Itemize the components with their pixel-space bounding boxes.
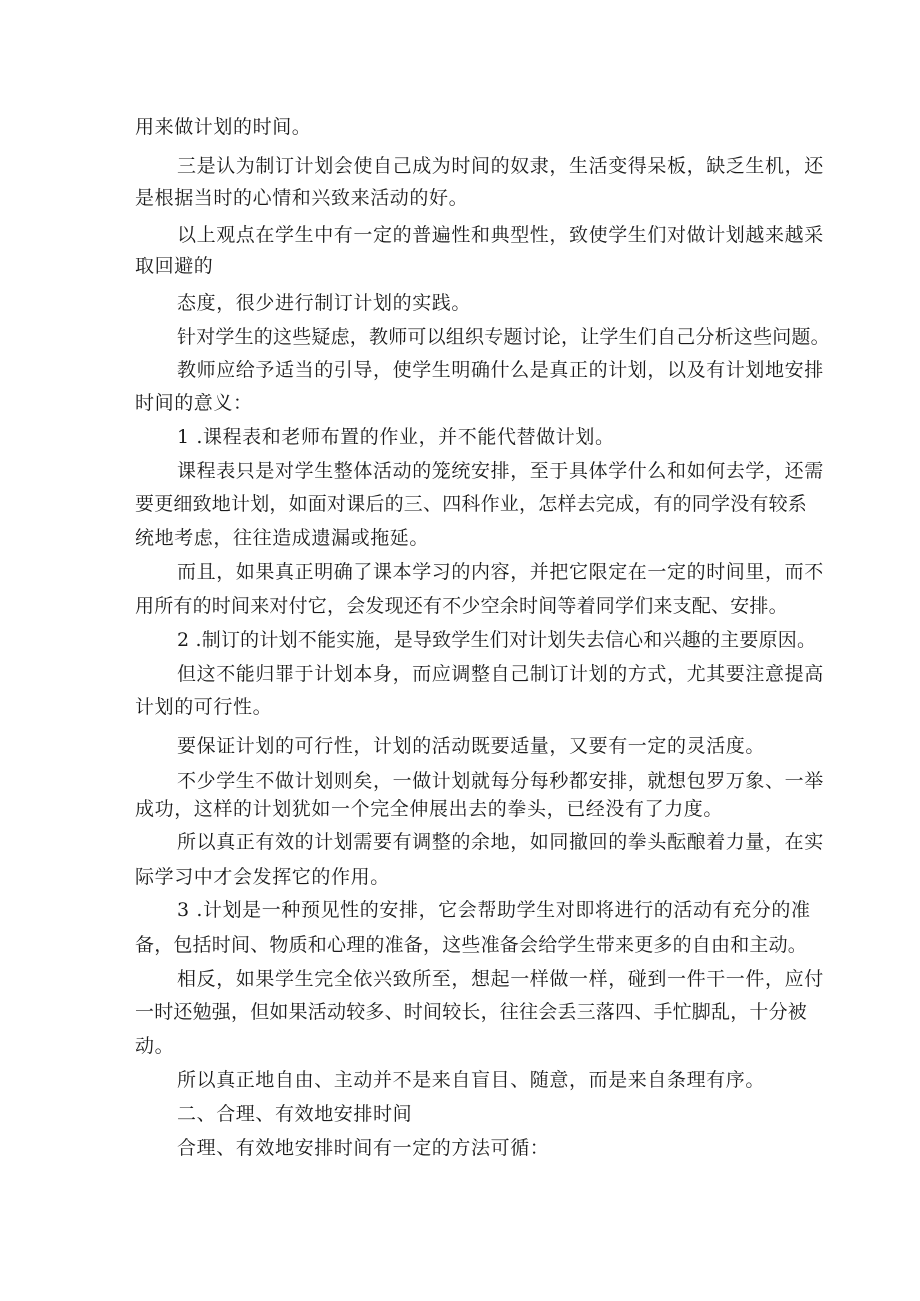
text-line: 2 .制订的计划不能实施，是导致学生们对计划失去信心和兴趣的主要原因。 [177, 629, 817, 651]
text-line: 统地考虑，往往造成遗漏或拖延。 [135, 527, 430, 549]
text-line: 三是认为制订计划会使自己成为时间的奴隶，生活变得呆板，缺乏生机，还 [177, 155, 824, 177]
text-line: 合理、有效地安排时间有一定的方法可循： [177, 1137, 550, 1159]
text-line: 成功，这样的计划犹如一个完全伸展出去的拳头，已经没有了力度。 [135, 798, 724, 820]
text-line: 是根据当时的心情和兴致来活动的好。 [135, 187, 469, 209]
text-line: 备，包括时间、物质和心理的准备，这些准备会给学生带来更多的自由和主动。 [135, 934, 808, 956]
text-line: 用来做计划的时间。 [135, 116, 312, 138]
text-line: 而且，如果真正明确了课本学习的内容，并把它限定在一定的时间里，而不 [177, 561, 824, 583]
section-heading: 二、合理、有效地安排时间 [177, 1103, 413, 1125]
text-line: 针对学生的这些疑虑，教师可以组织专题讨论，让学生们自己分析这些问题。 [177, 326, 830, 348]
text-line: 态度，很少进行制订计划的实践。 [177, 292, 472, 314]
text-line: 动。 [135, 1035, 175, 1057]
text-line: 但这不能归罪于计划本身，而应调整自己制订计划的方式，尤其要注意提高 [177, 663, 824, 685]
text-line: 3 .计划是一种预见性的安排，它会帮助学生对即将进行的活动有充分的准 [177, 899, 811, 921]
text-line: 时间的意义： [135, 392, 253, 414]
text-line: 计划的可行性。 [135, 696, 273, 718]
text-line: 际学习中才会发挥它的作用。 [135, 866, 390, 888]
text-line: 所以真正地自由、主动并不是来自盲目、随意，而是来自条理有序。 [177, 1069, 766, 1091]
text-line: 所以真正有效的计划需要有调整的余地，如同撤回的拳头酝酿着力量，在实 [177, 831, 824, 853]
text-line: 不少学生不做计划则矣，一做计划就每分每秒都安排，就想包罗万象、一举 [177, 770, 824, 792]
text-line: 课程表只是对学生整体活动的笼统安排，至于具体学什么和如何去学，还需 [177, 460, 824, 482]
text-line: 用所有的时间来对付它，会发现还有不少空余时间等着同学们来支配、安排。 [135, 595, 788, 617]
text-line: 1 .课程表和老师布置的作业，并不能代替做计划。 [177, 426, 615, 448]
text-line: 一时还勉强，但如果活动较多、时间较长，往往会丢三落四、手忙脚乱，十分被 [135, 1001, 808, 1023]
text-line: 教师应给予适当的引导，使学生明确什么是真正的计划，以及有计划地安排 [177, 359, 824, 381]
text-line: 要更细致地计划，如面对课后的三、四科作业，怎样去完成，有的同学没有较系 [135, 493, 808, 515]
text-line: 以上观点在学生中有一定的普遍性和典型性，致使学生们对做计划越来越采 [177, 224, 824, 246]
text-line: 要保证计划的可行性，计划的活动既要适量，又要有一定的灵活度。 [177, 735, 766, 757]
text-line: 取回避的 [135, 255, 214, 277]
text-line: 相反，如果学生完全依兴致所至，想起一样做一样，碰到一件干一件，应付 [177, 968, 824, 990]
